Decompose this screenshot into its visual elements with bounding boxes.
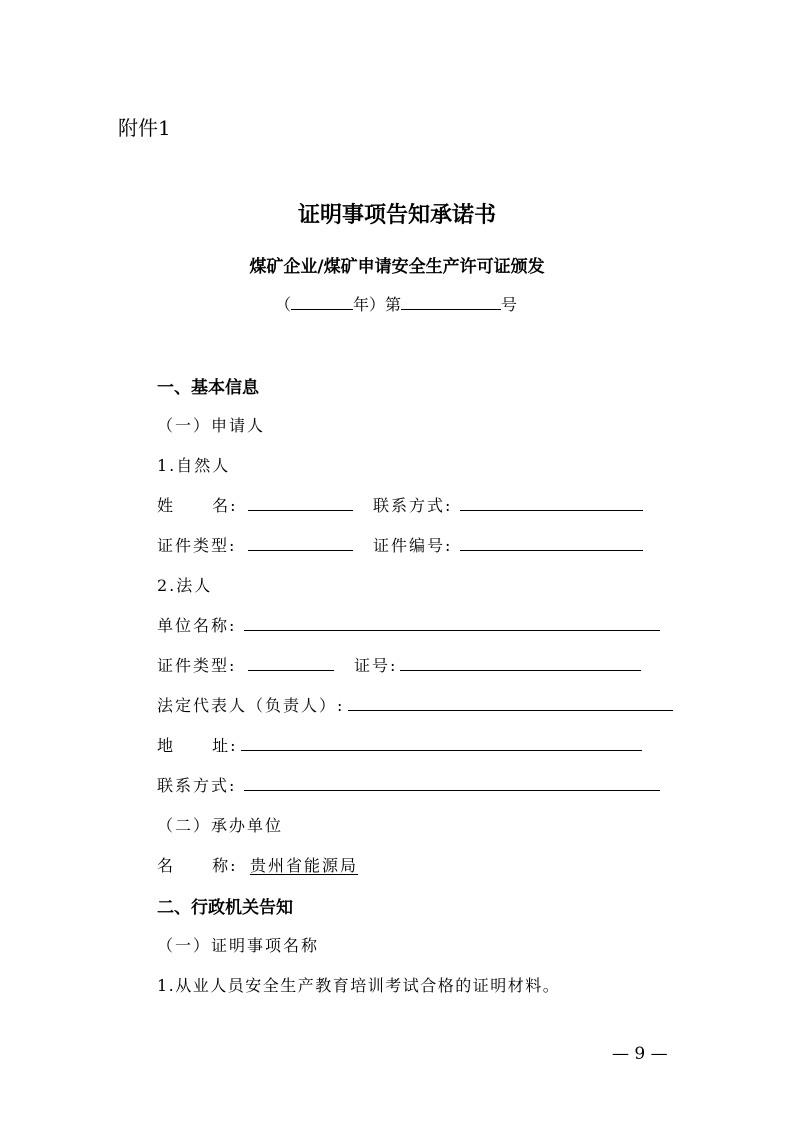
id-number-field[interactable] [460, 550, 643, 551]
handling-unit-name-label: 名 称: [157, 856, 238, 875]
contact-field[interactable] [460, 510, 643, 511]
year-label: 年）第 [353, 295, 402, 314]
name-label: 姓 名: [157, 496, 238, 515]
id-type-field[interactable] [248, 550, 353, 551]
attachment-label: 附件1 [118, 116, 171, 140]
year-blank[interactable] [291, 295, 353, 310]
id-number-label: 证件编号: [373, 536, 453, 555]
item-1-text: 1.从业人员安全生产教育培训考试合格的证明材料。 [157, 976, 561, 995]
document-subtitle: 煤矿企业/煤矿申请安全生产许可证颁发 [249, 257, 545, 277]
cert-no-field[interactable] [400, 670, 641, 671]
id-type-label: 证件类型: [157, 536, 237, 555]
legal-contact-field[interactable] [244, 790, 660, 791]
handling-unit-name-value: 贵州省能源局 [250, 856, 359, 875]
handling-unit-heading: （二）承办单位 [157, 816, 284, 835]
section1-heading: 一、基本信息 [157, 378, 259, 398]
item-name-heading: （一）证明事项名称 [157, 936, 320, 955]
document-number-line [275, 292, 517, 315]
legal-contact-label: 联系方式: [157, 776, 237, 795]
unit-name-field[interactable] [244, 630, 660, 631]
legal-rep-field[interactable] [348, 710, 673, 711]
address-field[interactable] [241, 750, 642, 751]
legal-id-type-field[interactable] [248, 670, 334, 671]
legal-person-heading: 2.法人 [157, 576, 213, 595]
applicant-heading: （一）申请人 [157, 416, 266, 435]
natural-person-heading: 1.自然人 [157, 456, 231, 475]
number-label: 号 [501, 295, 518, 314]
unit-name-label: 单位名称: [157, 616, 237, 635]
open-paren: （ [275, 295, 292, 314]
legal-id-type-label: 证件类型: [157, 656, 237, 675]
serial-blank[interactable] [401, 295, 501, 310]
section2-heading: 二、行政机关告知 [157, 898, 293, 918]
document-title: 证明事项告知承诺书 [297, 203, 496, 228]
page-number: — 9 — [612, 1044, 668, 1064]
cert-no-label: 证号: [354, 656, 398, 675]
contact-label: 联系方式: [373, 496, 453, 515]
legal-rep-label: 法定代表人（负责人）: [157, 696, 345, 715]
address-label: 地 址: [157, 736, 238, 755]
name-field[interactable] [248, 510, 353, 511]
